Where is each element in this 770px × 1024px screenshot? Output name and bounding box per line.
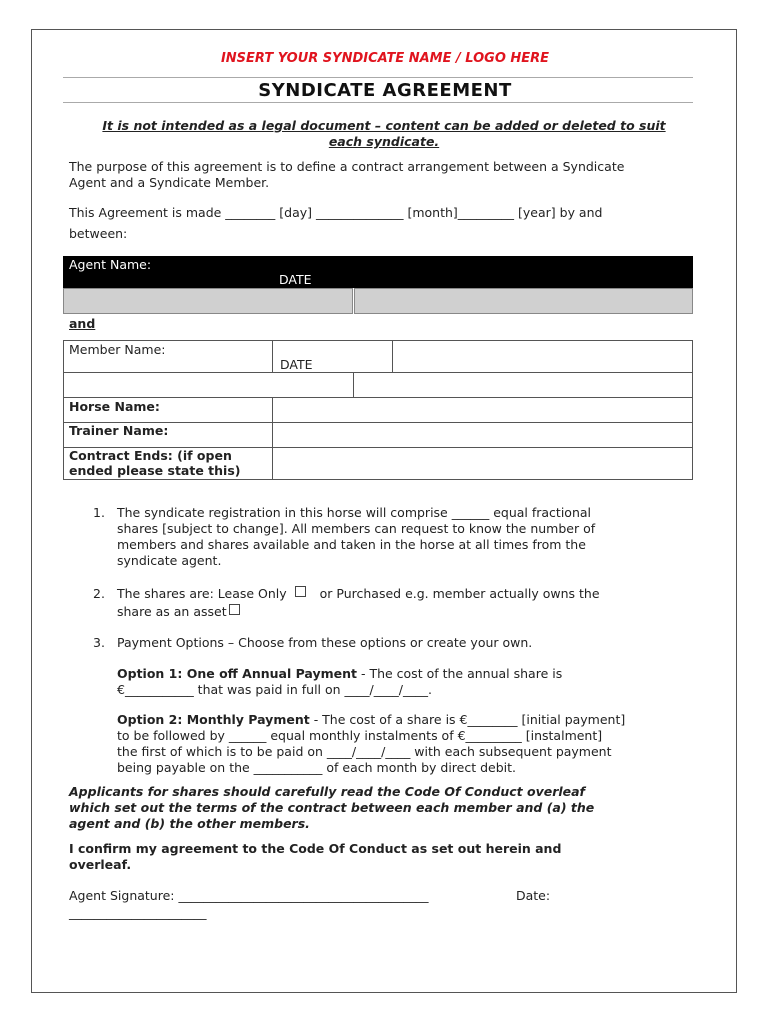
horse-name-label: Horse Name: (69, 399, 160, 414)
trainer-name-label: Trainer Name: (69, 423, 169, 438)
option-2-line: to be followed by ______ equal monthly instalments of €_________ [instalment] (117, 728, 603, 743)
contract-ends-field[interactable] (273, 448, 693, 479)
member-date-field[interactable] (354, 373, 693, 397)
purchased-checkbox[interactable] (229, 604, 240, 615)
clause-line: shares [subject to change]. All members can request to know the number of (117, 521, 596, 536)
confirmation-statement (69, 841, 709, 873)
signature-date-field[interactable]: ______________________ (69, 905, 207, 920)
disclaimer-line: each syndicate. (328, 134, 440, 149)
clause-text: Payment Options – Choose from these options or create your own. (117, 635, 533, 650)
clause-1 (93, 505, 698, 569)
and-label: and (69, 316, 96, 331)
agent-date-field[interactable] (354, 288, 693, 314)
option-2-label: Option 2: Monthly Payment (117, 712, 310, 727)
agent-name-row (63, 256, 693, 288)
clause-text (117, 585, 687, 621)
signature-date-label: Date: (516, 888, 551, 903)
agent-name-field[interactable] (63, 288, 353, 314)
clause-line: The syndicate registration in this horse will comprise ______ equal fractional (117, 505, 591, 520)
clause-2 (93, 585, 698, 621)
option-1-text: - The cost of the annual share is (356, 666, 563, 681)
clause-text-part: share as an asset (117, 604, 227, 619)
purpose-paragraph (69, 159, 699, 191)
confirm-line: I confirm my agreement to the Code Of Conduct as set out herein and (69, 841, 562, 856)
member-divider (272, 340, 273, 372)
clause-3 (93, 635, 698, 651)
clause-line: members and shares available and taken in the horse at all times from the (117, 537, 586, 552)
option-1-line: €___________ that was paid in full on ____/____/____. (117, 682, 432, 697)
title-rule (63, 102, 693, 103)
clause-text-part: The shares are: Lease Only (117, 586, 287, 601)
member-name-label: Member Name: (69, 342, 166, 357)
agent-date-label: DATE (279, 272, 312, 287)
agent-signature-field[interactable]: Agent Signature: ________________________________________ (69, 888, 429, 903)
clause-number: 3. (93, 635, 105, 650)
trainer-name-field[interactable] (273, 423, 693, 447)
disclaimer (68, 118, 700, 150)
clause-line: syndicate agent. (117, 553, 222, 568)
option-2-line: the first of which is to be paid on ____/____/____ with each subsequent payment (117, 744, 612, 759)
option-2 (117, 712, 702, 776)
document-title: SYNDICATE AGREEMENT (258, 80, 512, 101)
clause-number: 1. (93, 505, 105, 520)
contract-ends-line: ended please state this) (69, 463, 241, 478)
warning-line: agent and (b) the other members. (69, 816, 310, 831)
option-2-text: - The cost of a share is €________ [initial payment] (309, 712, 626, 727)
lease-only-checkbox[interactable] (295, 586, 306, 597)
member-divider (392, 340, 393, 372)
agreement-made-line: between: (69, 226, 128, 241)
option-1-label: Option 1: One off Annual Payment (117, 666, 357, 681)
member-date-label: DATE (280, 357, 313, 372)
member-name-field[interactable] (63, 373, 353, 397)
purpose-line: The purpose of this agreement is to define a contract arrangement between a Syndicate (69, 159, 625, 174)
confirm-line: overleaf. (69, 857, 132, 872)
logo-placeholder: INSERT YOUR SYNDICATE NAME / LOGO HERE (220, 51, 550, 66)
code-of-conduct-warning (69, 784, 709, 832)
agent-name-label: Agent Name: (69, 257, 152, 272)
purpose-line: Agent and a Syndicate Member. (69, 175, 270, 190)
option-1 (117, 666, 702, 698)
disclaimer-line: It is not intended as a legal document – content can be added or deleted to suit (102, 118, 666, 133)
clause-text (117, 505, 687, 569)
contract-ends-label (69, 448, 240, 478)
top-rule (63, 77, 693, 78)
contract-ends-line: Contract Ends: (if open (69, 448, 232, 463)
warning-line: which set out the terms of the contract between each member and (a) the (69, 800, 595, 815)
agreement-made-paragraph (69, 202, 699, 244)
agreement-made-line: This Agreement is made ________ [day] ______________ [month]_________ [year] by and (69, 205, 603, 220)
horse-name-field[interactable] (273, 398, 693, 422)
clause-number: 2. (93, 586, 105, 601)
warning-line: Applicants for shares should carefully read the Code Of Conduct overleaf (69, 784, 585, 799)
clause-text-part: or Purchased e.g. member actually owns the (319, 586, 600, 601)
option-2-line: being payable on the ___________ of each month by direct debit. (117, 760, 517, 775)
